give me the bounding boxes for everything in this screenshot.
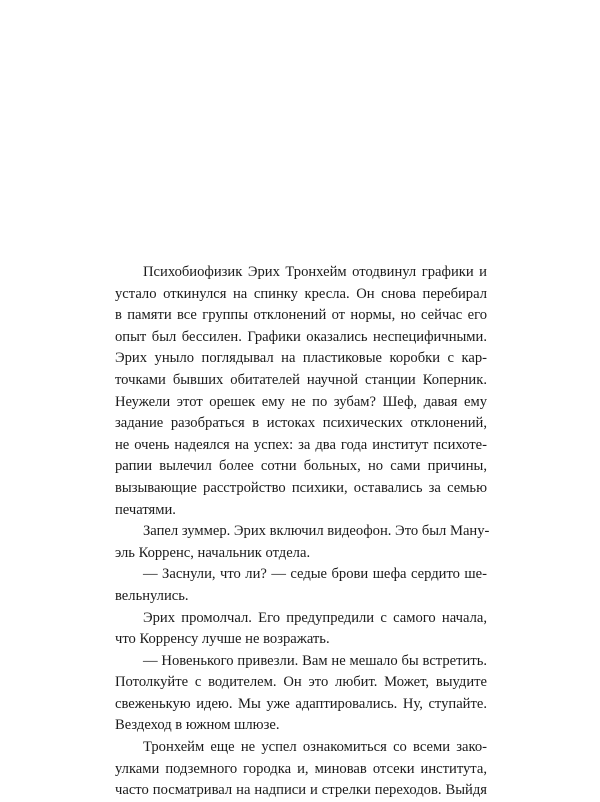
paragraph-5 xyxy=(115,651,487,737)
text-line: Потолкуйте с водителем. Он это любит. Может, выудите xyxy=(115,674,487,691)
text-line: в памяти все группы отклонений от нормы, но сейчас его xyxy=(115,307,487,324)
text-line: рапии вылечил более сотни больных, но сами причины, xyxy=(115,458,487,475)
text-line: — Заснули, что ли? — седые брови шефа сердито ше- xyxy=(143,566,487,583)
text-line: часто посматривал на надписи и стрелки переходов. Выйдя xyxy=(115,782,487,799)
paragraph-3 xyxy=(115,564,487,607)
paragraph-2 xyxy=(115,521,490,564)
text-line: Психобиофизик Эрих Тронхейм отодвинул графики и xyxy=(143,264,487,280)
text-line: вельнулись. xyxy=(115,587,189,604)
paragraph-4 xyxy=(115,608,487,651)
text-line: точками бывших обитателей научной станции Коперник. xyxy=(115,371,487,388)
paragraph-6 xyxy=(115,737,487,802)
text-line: вызывающие расстройство психики, оставались за семью xyxy=(115,479,487,496)
text-line: задание разобраться в истоках психических отклонений, xyxy=(115,415,487,432)
text-line: не очень надеялся на успех: за два года институт психоте- xyxy=(115,436,487,453)
paragraph-1 xyxy=(115,262,487,521)
text-line: Эрих уныло поглядывал на пластиковые коробки с кар- xyxy=(115,350,487,367)
text-line: Эрих промолчал. Его предупредили с самого начала, xyxy=(143,609,487,626)
text-line: печатями. xyxy=(115,501,176,518)
text-line: устало откинулся на спинку кресла. Он снова перебирал xyxy=(115,285,487,302)
text-line: опыт был бессилен. Графики оказались неспецифичными. xyxy=(115,328,487,345)
text-line: — Новенького привезли. Вам не мешало бы встретить. xyxy=(143,652,487,669)
page-text xyxy=(115,262,490,802)
text-line: что Корренсу лучше не возражать. xyxy=(115,631,330,648)
text-line: Тронхейм еще не успел ознакомиться со всеми зако- xyxy=(143,739,487,756)
text-line: Неужели этот орешек ему не по зубам? Шеф, давая ему xyxy=(115,393,487,410)
text-line: улками подземного городка и, миновав отсеки института, xyxy=(115,760,487,777)
text-line: Вездеход в южном шлюзе. xyxy=(115,717,280,734)
text-line: эль Корренс, начальник отдела. xyxy=(115,544,311,561)
text-line: свеженькую идею. Мы уже адаптировались. Ну, ступайте. xyxy=(115,695,487,712)
text-line: Запел зуммер. Эрих включил видеофон. Это был Ману- xyxy=(143,523,490,540)
